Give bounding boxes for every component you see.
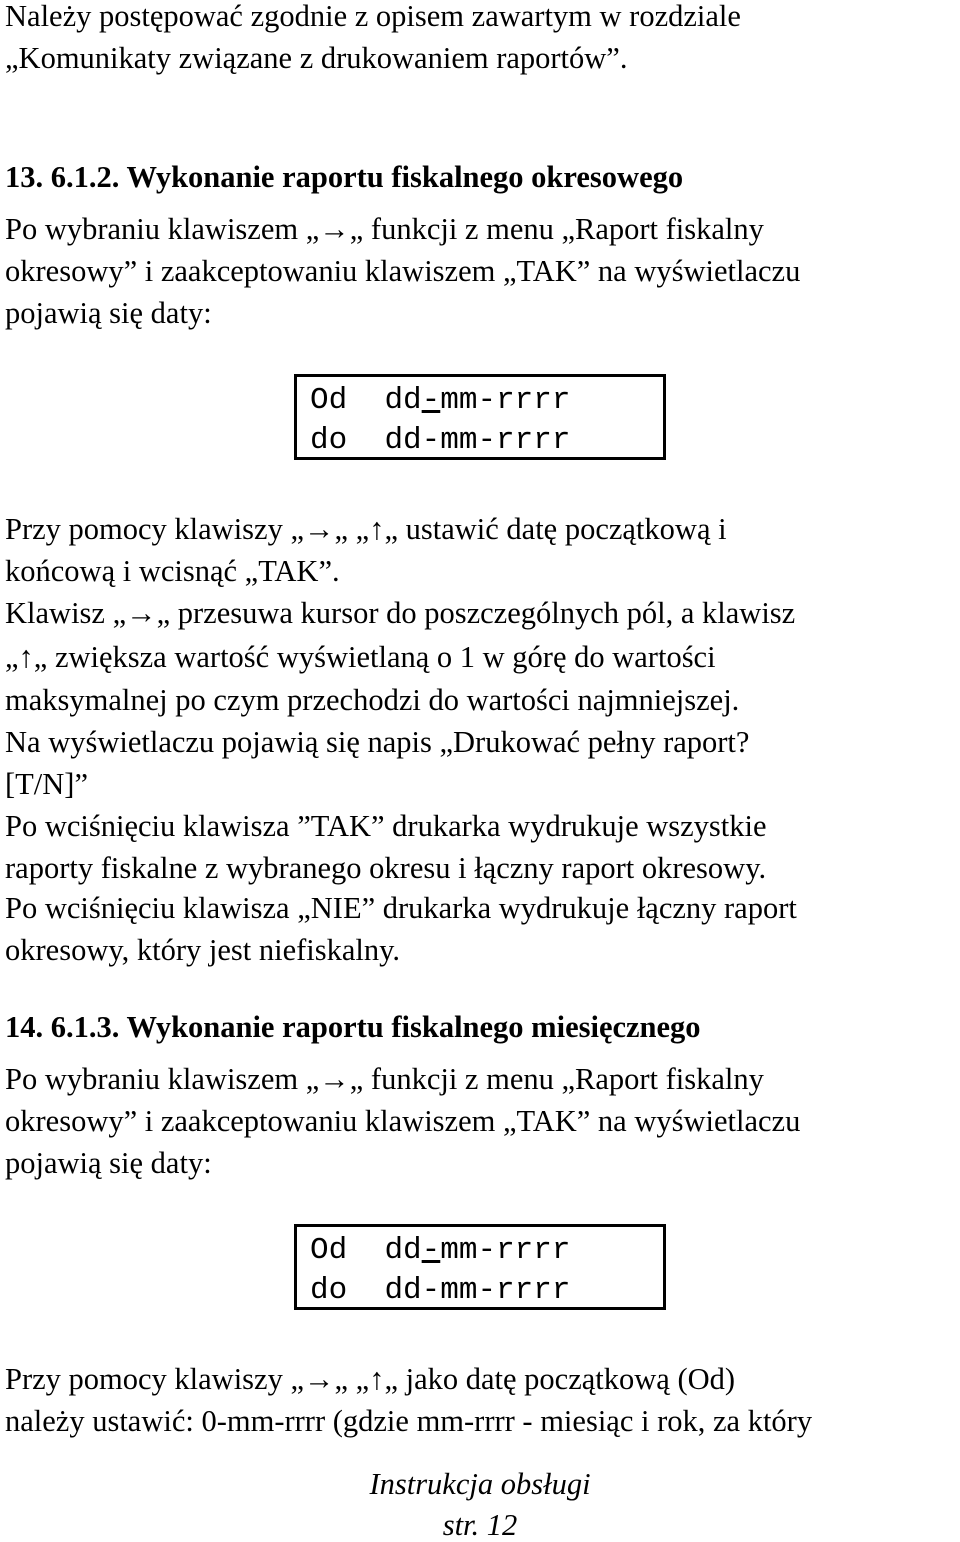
intro-line-1: Należy postępować zgodnie z opisem zawartym w rozdziale: [5, 0, 741, 33]
footer-title: Instrukcja obsługi: [369, 1467, 591, 1501]
display-row-to: [310, 1275, 570, 1306]
intro-line-2: „Komunikaty związane z drukowaniem raportów”.: [5, 41, 628, 75]
section-14-para1-line-1: Po wybraniu klawiszem „→„ funkcji z menu „Raport fiskalny: [5, 1062, 764, 1096]
section-13-para2-line-3: Klawisz „→„ przesuwa kursor do poszczególnych pól, a klawisz: [5, 596, 796, 630]
section-13-para2-line-4: „↑„ zwiększa wartość wyświetlaną o 1 w górę do wartości: [5, 640, 716, 674]
display-row-label: Od: [310, 383, 348, 418]
section-13-para2-line-5: maksymalnej po czym przechodzi do wartości najmniejszej.: [5, 683, 740, 717]
display-row-label: do: [310, 1273, 348, 1308]
section-14-para2-line-2: należy ustawić: 0-mm-rrrr (gdzie mm-rrrr - miesiąc i rok, za który: [5, 1404, 813, 1438]
display-row-value: dd-mm-rrrr: [384, 383, 571, 418]
section-13-date-display: [294, 374, 666, 460]
section-14-para1-line-3: pojawią się daty:: [5, 1146, 212, 1180]
section-13-para2-line-2: końcową i wcisnąć „TAK”.: [5, 554, 340, 588]
section-13-para2-line-10: Po wciśnięciu klawisza „NIE” drukarka wydrukuje łączny raport: [5, 891, 797, 925]
section-13-para2-line-9: raporty fiskalne z wybranego okresu i łączny raport okresowy.: [5, 851, 767, 885]
section-14-heading: 14. 6.1.3. Wykonanie raportu fiskalnego miesięcznego: [5, 1010, 701, 1044]
section-13-heading: 13. 6.1.2. Wykonanie raportu fiskalnego okresowego: [5, 160, 684, 194]
section-13-para2-line-6: Na wyświetlaczu pojawią się napis „Drukować pełny raport?: [5, 725, 750, 759]
footer-page-number: str. 12: [442, 1508, 518, 1542]
display-row-to: [310, 425, 570, 456]
section-14-para2-line-1: Przy pomocy klawiszy „→„ „↑„ jako datę początkową (Od): [5, 1362, 736, 1396]
section-14-para1-line-2: okresowy” i zaakceptowaniu klawiszem „TAK” na wyświetlaczu: [5, 1104, 801, 1138]
display-row-value: dd-mm-rrrr: [384, 1233, 571, 1268]
display-cursor: -: [421, 1233, 441, 1268]
section-13-para2-line-8: Po wciśnięciu klawisza ”TAK” drukarka wydrukuje wszystkie: [5, 809, 767, 843]
section-13-para2-line-7: [T/N]”: [5, 767, 88, 801]
section-13-para1-line-2: okresowy” i zaakceptowaniu klawiszem „TAK” na wyświetlaczu: [5, 254, 801, 288]
display-row-from: [310, 1235, 571, 1266]
display-row-label: do: [310, 423, 348, 458]
display-row-from: [310, 385, 571, 416]
display-row-label: Od: [310, 1233, 348, 1268]
display-row-value: dd-mm-rrrr: [384, 1273, 571, 1308]
section-13-para1-line-1: Po wybraniu klawiszem „→„ funkcji z menu „Raport fiskalny: [5, 212, 764, 246]
section-13-para2-line-11: okresowy, który jest niefiskalny.: [5, 933, 401, 967]
section-14-date-display: [294, 1224, 666, 1310]
display-cursor: -: [421, 383, 441, 418]
section-13-para1-line-3: pojawią się daty:: [5, 296, 212, 330]
display-row-value: dd-mm-rrrr: [384, 423, 571, 458]
section-13-para2-line-1: Przy pomocy klawiszy „→„ „↑„ ustawić datę początkową i: [5, 512, 727, 546]
